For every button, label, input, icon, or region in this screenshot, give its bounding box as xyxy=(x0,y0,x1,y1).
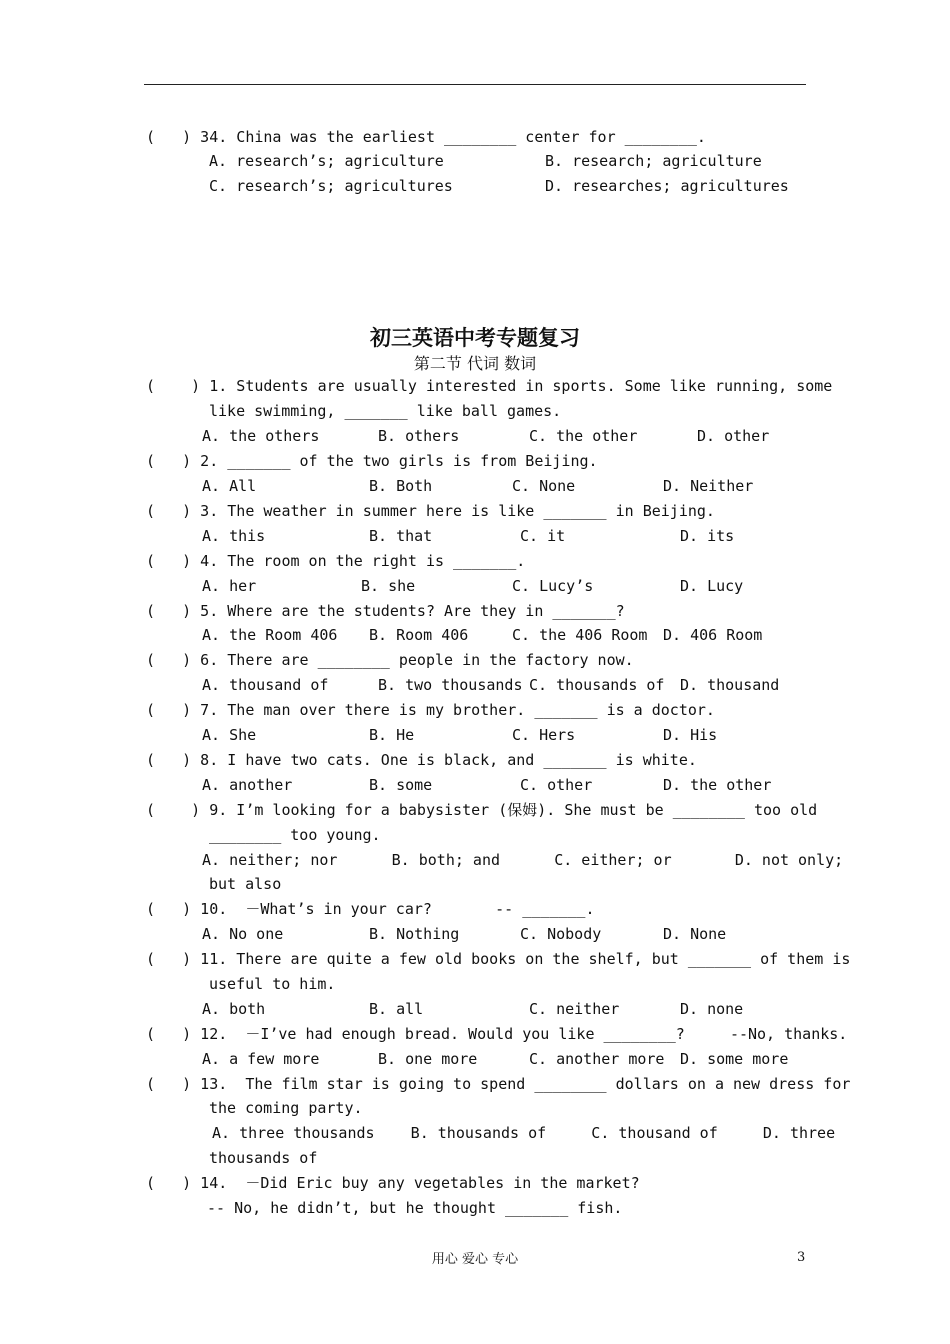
q34-stem: ( ) 34. China was the earliest ________ center for ________. xyxy=(146,128,706,146)
q11-line2: useful to him. xyxy=(209,975,336,993)
q12-stem: ( ) 12. －I’ve had enough bread. Would you like ________? --No, thanks. xyxy=(146,1025,848,1043)
q1-option-a: A. the others xyxy=(202,427,320,445)
q1-option-b: B. others xyxy=(378,427,460,445)
q10-option-c: C. Nobody xyxy=(520,925,602,943)
q6-option-a: A. thousand of xyxy=(202,676,329,694)
q10-option-d: D. None xyxy=(663,925,727,943)
q5-option-a: A. the Room 406 xyxy=(202,626,338,644)
q9-line1: ( ) 9. I’m looking for a babysister (保姆). She must be ________ too old xyxy=(146,801,818,819)
q4-option-b: B. she xyxy=(361,577,416,595)
q2-option-a: A. All xyxy=(202,477,257,495)
q12-option-b: B. one more xyxy=(378,1050,478,1068)
q11-option-d: D. none xyxy=(680,1000,744,1018)
q13-line1: ( ) 13. The film star is going to spend ________ dollars on a new dress for xyxy=(146,1075,851,1093)
q9-options: A. neither; nor B. both; and C. either; or D. not only; xyxy=(202,851,844,869)
q12-option-d: D. some more xyxy=(680,1050,789,1068)
q14-stem: ( ) 14. －Did Eric buy any vegetables in the market? xyxy=(146,1174,640,1192)
q8-option-b: B. some xyxy=(369,776,433,794)
q10-option-a: A. No one xyxy=(202,925,284,943)
q6-stem: ( ) 6. There are ________ people in the factory now. xyxy=(146,651,634,669)
q4-option-d: D. Lucy xyxy=(680,577,744,595)
q11-option-c: C. neither xyxy=(529,1000,620,1018)
section-title: 初三英语中考专题复习 xyxy=(370,325,580,350)
q34-option-c: C. research’s; agricultures xyxy=(209,177,453,195)
q6-option-b: B. two thousands xyxy=(378,676,523,694)
q2-option-b: B. Both xyxy=(369,477,433,495)
q1-line2: like swimming, _______ like ball games. xyxy=(209,402,562,420)
q7-option-a: A. She xyxy=(202,726,257,744)
q11-option-a: A. both xyxy=(202,1000,266,1018)
header-rule xyxy=(144,84,806,85)
q10-stem: ( ) 10. －What’s in your car? -- _______. xyxy=(146,900,595,918)
q13-options-cont: thousands of xyxy=(209,1149,318,1167)
q14-line2: -- No, he didn’t, but he thought _______ fish. xyxy=(207,1199,623,1217)
q9-line2: ________ too young. xyxy=(209,826,381,844)
q4-option-a: A. her xyxy=(202,577,257,595)
q6-option-d: D. thousand xyxy=(680,676,780,694)
q5-option-b: B. Room 406 xyxy=(369,626,469,644)
q7-stem: ( ) 7. The man over there is my brother. _______ is a doctor. xyxy=(146,701,715,719)
q8-option-d: D. the other xyxy=(663,776,772,794)
q11-line1: ( ) 11. There are quite a few old books on the shelf, but _______ of them is xyxy=(146,950,851,968)
q2-option-d: D. Neither xyxy=(663,477,754,495)
q8-option-c: C. other xyxy=(520,776,593,794)
q34-option-b: B. research; agriculture xyxy=(545,152,762,170)
q8-stem: ( ) 8. I have two cats. One is black, and _______ is white. xyxy=(146,751,697,769)
q4-option-c: C. Lucy’s xyxy=(512,577,594,595)
q5-option-d: D. 406 Room xyxy=(663,626,763,644)
q13-options: A. three thousands B. thousands of C. thousand of D. three xyxy=(212,1124,836,1142)
q34-option-d: D. researches; agricultures xyxy=(545,177,789,195)
q7-option-b: B. He xyxy=(369,726,415,744)
q10-option-b: B. Nothing xyxy=(369,925,460,943)
q7-option-c: C. Hers xyxy=(512,726,576,744)
q1-option-d: D. other xyxy=(697,427,770,445)
q6-option-c: C. thousands of xyxy=(529,676,665,694)
q7-option-d: D. His xyxy=(663,726,718,744)
q2-option-c: C. None xyxy=(512,477,576,495)
q3-option-a: A. this xyxy=(202,527,266,545)
page-footer: 用心 爱心 专心 xyxy=(431,1252,519,1267)
q12-option-c: C. another more xyxy=(529,1050,665,1068)
q13-line2: the coming party. xyxy=(209,1099,363,1117)
q34-option-a: A. research’s; agriculture xyxy=(209,152,444,170)
q2-stem: ( ) 2. _______ of the two girls is from Beijing. xyxy=(146,452,598,470)
page-number: 3 xyxy=(797,1250,806,1265)
q8-option-a: A. another xyxy=(202,776,293,794)
q1-line1: ( ) 1. Students are usually interested in sports. Some like running, some xyxy=(146,377,833,395)
section-subtitle: 第二节 代词 数词 xyxy=(413,354,537,373)
q9-options-cont: but also xyxy=(209,875,282,893)
q11-option-b: B. all xyxy=(369,1000,424,1018)
q4-stem: ( ) 4. The room on the right is _______. xyxy=(146,552,526,570)
q3-option-b: B. that xyxy=(369,527,433,545)
q3-option-c: C. it xyxy=(520,527,566,545)
q3-stem: ( ) 3. The weather in summer here is like _______ in Beijing. xyxy=(146,502,715,520)
q5-option-c: C. the 406 Room xyxy=(512,626,648,644)
q3-option-d: D. its xyxy=(680,527,735,545)
q1-option-c: C. the other xyxy=(529,427,638,445)
q12-option-a: A. a few more xyxy=(202,1050,320,1068)
q5-stem: ( ) 5. Where are the students? Are they in _______? xyxy=(146,602,625,620)
